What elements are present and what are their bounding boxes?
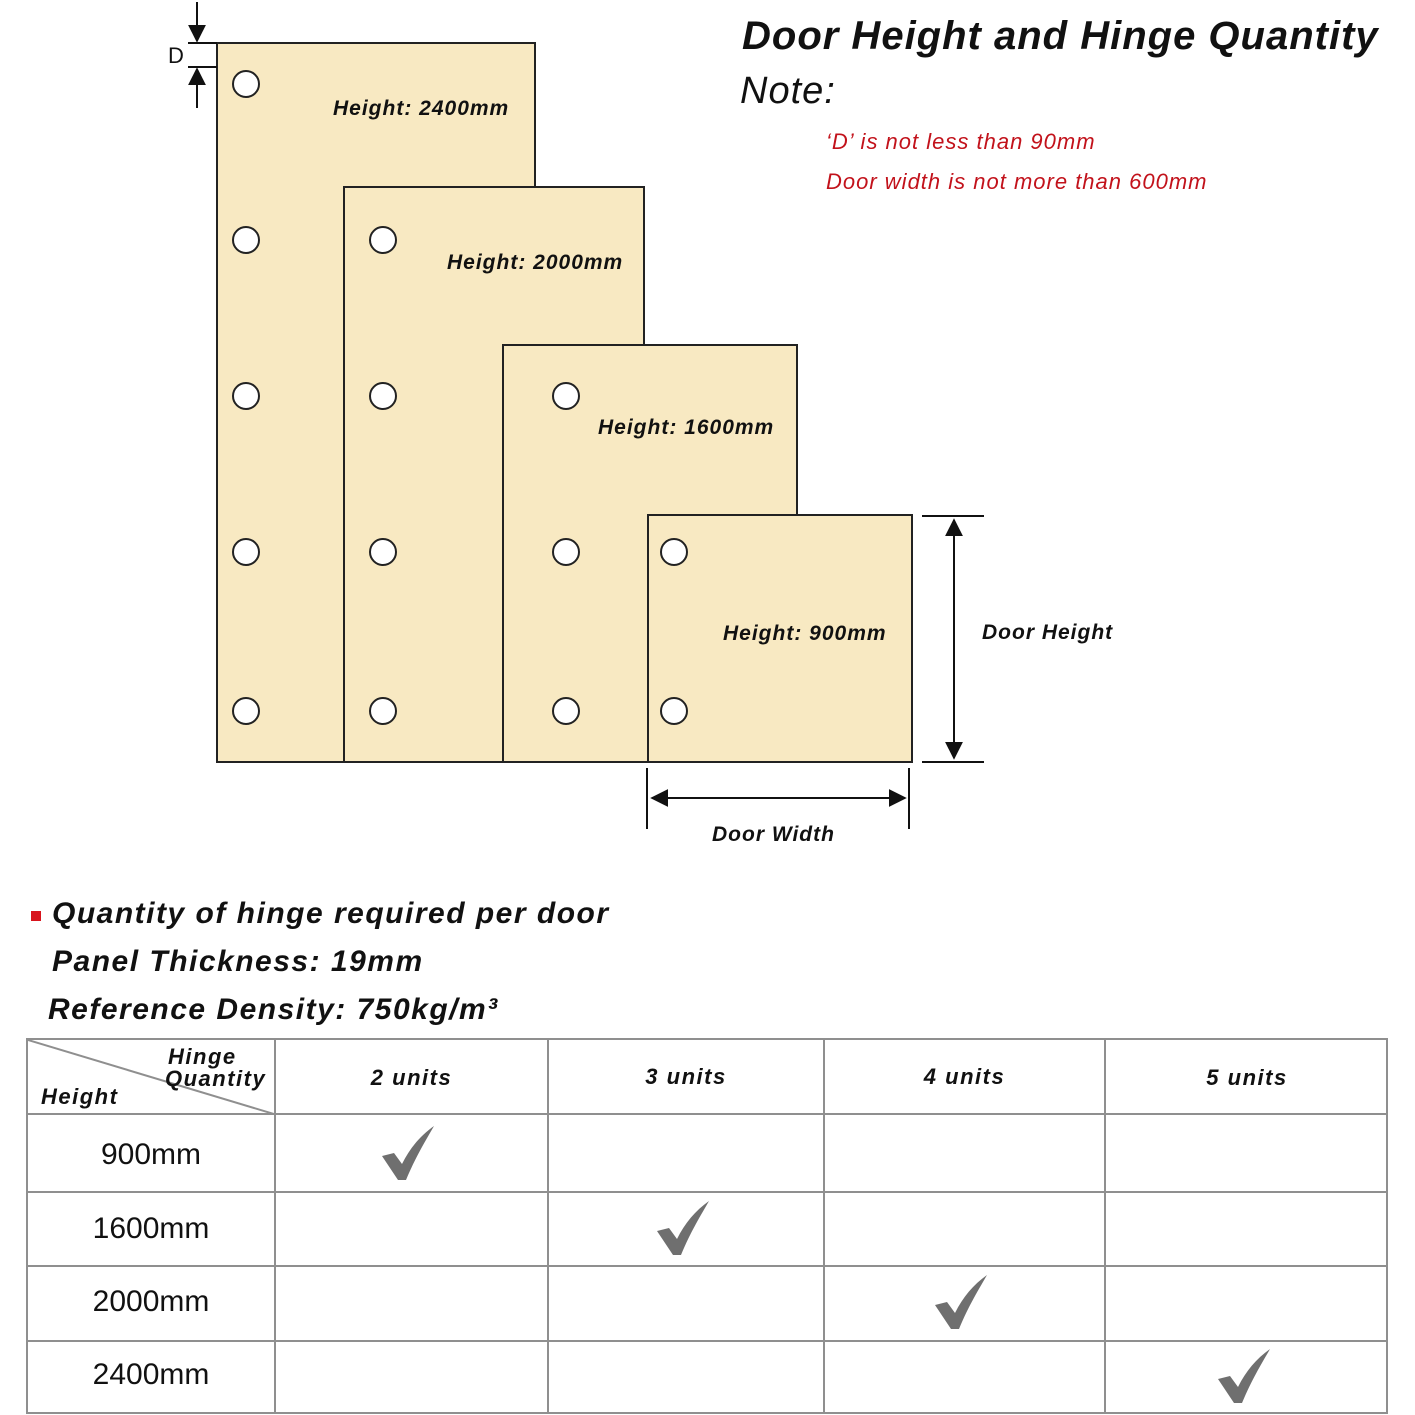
page-title: Door Height and Hinge Quantity [742, 14, 1379, 58]
door-width-dimension [647, 768, 909, 829]
checkmark-icon [380, 1126, 440, 1182]
hinge-hole [370, 698, 396, 724]
hinge-hole [553, 539, 579, 565]
note-min-d: ‘D’ is not less than 90mm [826, 129, 1096, 154]
door-label-900: Height: 900mm [723, 622, 887, 645]
grid-line [1104, 1040, 1106, 1412]
hinge-hole [370, 539, 396, 565]
hinge-quantity-table [26, 1038, 1388, 1414]
corner-hinge-label: Hinge [168, 1044, 237, 1069]
row-label-900mm: 900mm [100, 1138, 202, 1171]
checkmark-icon [933, 1275, 993, 1331]
grid-line [28, 1340, 1386, 1342]
hinge-hole [233, 227, 259, 253]
note-max-width: Door width is not more than 600mm [826, 169, 1208, 194]
spec-heading: Quantity of hinge required per door [52, 897, 610, 930]
grid-line [274, 1040, 276, 1412]
hinge-hole [370, 227, 396, 253]
corner-quantity-label: Quantity [165, 1066, 267, 1091]
corner-height-label: Height [41, 1084, 119, 1109]
column-header-2-units: 2 units [370, 1065, 453, 1090]
red-bullet [31, 911, 41, 921]
hinge-hole [553, 383, 579, 409]
hinge-hole [370, 383, 396, 409]
door-label-2000: Height: 2000mm [447, 251, 624, 274]
door-width-label: Door Width [712, 823, 835, 846]
column-header-5-units: 5 units [1206, 1065, 1288, 1090]
checkmark-icon [1216, 1349, 1276, 1405]
hinge-hole [233, 539, 259, 565]
grid-line [823, 1040, 825, 1412]
hinge-hole [661, 539, 687, 565]
hinge-hole [233, 71, 259, 97]
note-label: Note: [740, 70, 836, 112]
door-height-dimension [922, 516, 984, 762]
grid-line [28, 1265, 1386, 1267]
door-label-2400: Height: 2400mm [333, 97, 510, 120]
row-label-2400mm: 2400mm [92, 1358, 210, 1391]
column-header-3-units: 3 units [645, 1064, 727, 1089]
door-label-1600: Height: 1600mm [598, 416, 775, 439]
hinge-hole [233, 698, 259, 724]
reference-density: Reference Density: 750kg/m³ [48, 993, 499, 1026]
hinge-hole [661, 698, 687, 724]
row-label-2000mm: 2000mm [92, 1285, 210, 1318]
row-label-1600mm: 1600mm [92, 1212, 210, 1245]
grid-line [28, 1191, 1386, 1193]
d-dimension-marker [188, 2, 217, 108]
grid-line [547, 1040, 549, 1412]
hinge-hole [553, 698, 579, 724]
panel-thickness: Panel Thickness: 19mm [52, 945, 424, 978]
checkmark-icon [655, 1201, 715, 1257]
hinge-hole [233, 383, 259, 409]
door-height-label: Door Height [982, 621, 1114, 644]
column-header-4-units: 4 units [923, 1064, 1006, 1089]
d-label: D [168, 43, 185, 68]
